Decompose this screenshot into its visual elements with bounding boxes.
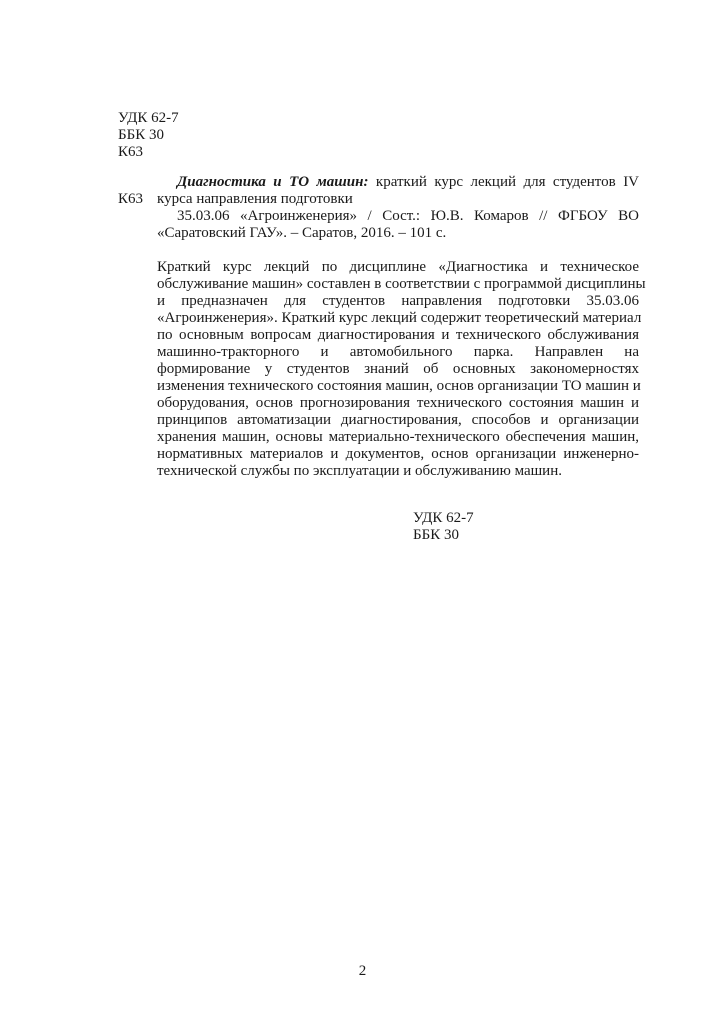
side-author-mark: К63 (118, 191, 144, 207)
abstract-line: обслуживание машин» составлен в соответствии с программой дисциплины (157, 276, 646, 292)
abstract-line: принципов автоматизации диагностирования, способов и организации (157, 412, 639, 428)
bbk-code: ББК 30 (413, 527, 459, 543)
biblio-line-2: курса направления подготовки (157, 191, 353, 207)
abstract-last-line: технической службы по эксплуатации и обслуживанию машин. (157, 463, 562, 479)
abstract-line: изменения технического состояния машин, основ организации ТО машин и (157, 378, 641, 394)
classification-codes-top (118, 110, 179, 161)
abstract-line: оборудования, основ прогнозирования технического состояния машин и (157, 395, 639, 411)
author-mark-side (118, 191, 143, 208)
abstract-line: формирование у студентов знаний об основных закономерностях (157, 361, 639, 377)
classification-codes-bottom (413, 510, 474, 544)
abstract-line: машинно-тракторного и автомобильного парка. Направлен на (157, 344, 639, 360)
abstract-line: хранения машин, основы материально-технического обеспечения машин, (157, 429, 639, 445)
abstract-line: нормативных материалов и документов, основ организации инженерно- (157, 446, 639, 462)
abstract-line: Краткий курс лекций по дисциплине «Диагностика и техническое (157, 259, 639, 275)
book-subtitle: краткий курс лекций для студентов IV (375, 174, 640, 190)
biblio-line-4: «Саратовский ГАУ». – Саратов, 2016. – 101 с. (157, 225, 447, 241)
udk-code: УДК 62-7 (413, 510, 474, 526)
abstract-line: «Агроинженерия». Краткий курс лекций содержит теоретический материал (157, 310, 642, 326)
biblio-line-1 (157, 174, 639, 191)
abstract-line: и предназначен для студентов направления подготовки 35.03.06 (157, 293, 639, 309)
abstract-line: по основным вопросам диагностирования и технического обслуживания (157, 327, 639, 343)
author-mark: К63 (118, 144, 144, 160)
biblio-line-3: 35.03.06 «Агроинженерия» / Сост.: Ю.В. Комаров // ФГБОУ ВО (177, 208, 639, 224)
bibliographic-record (157, 174, 639, 242)
page-number: 2 (358, 963, 367, 979)
book-title: Диагностика и ТО машин: (177, 174, 369, 190)
bbk-code: ББК 30 (118, 127, 164, 143)
abstract (157, 259, 646, 480)
udk-code: УДК 62-7 (118, 110, 179, 126)
